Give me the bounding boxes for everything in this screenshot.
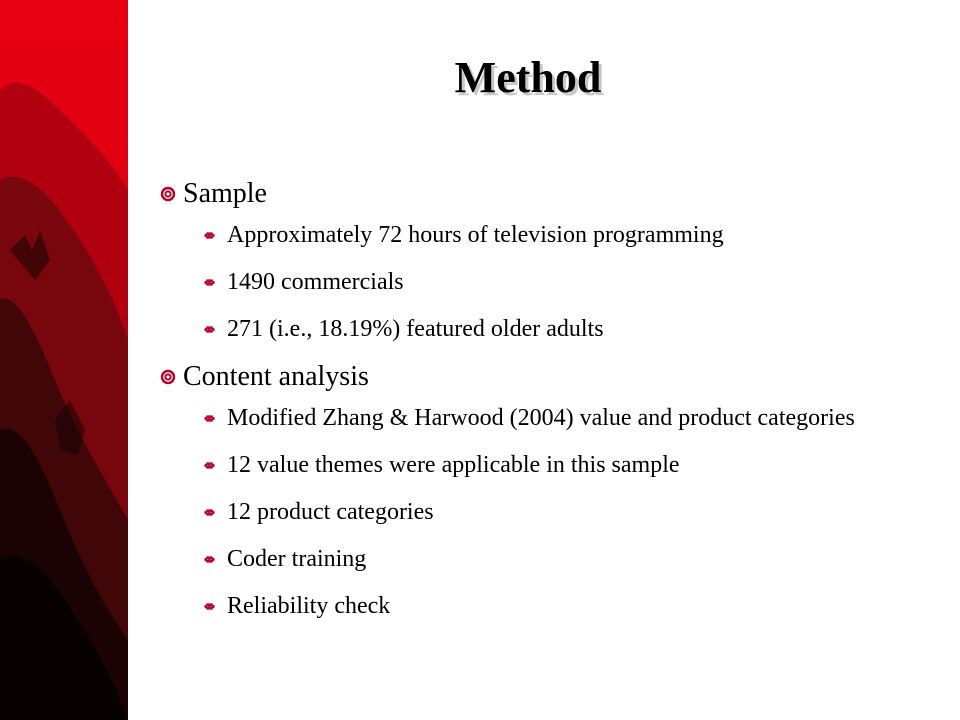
list-item — [183, 267, 930, 298]
command-key-icon — [203, 229, 216, 242]
command-key-icon — [203, 459, 216, 472]
slide-title: Method — [454, 53, 602, 102]
sub-bullet-list — [183, 403, 930, 622]
mountain-painting-image — [0, 0, 128, 720]
command-key-icon — [203, 276, 216, 289]
list-item-text: Approximately 72 hours of television programming — [227, 222, 724, 248]
section-heading: Content analysis — [183, 361, 369, 392]
list-item-text: 1490 commercials — [227, 269, 404, 295]
command-key-icon — [203, 506, 216, 519]
list-item — [183, 220, 930, 251]
flower-bullet-icon — [160, 369, 176, 385]
decorative-sidebar — [0, 0, 128, 720]
command-key-icon — [203, 412, 216, 425]
list-item — [183, 544, 930, 575]
list-item-text: 12 product categories — [227, 499, 434, 525]
list-item — [183, 450, 930, 481]
bullet-section-content-analysis — [160, 355, 930, 622]
command-key-icon — [203, 323, 216, 336]
section-heading: Sample — [183, 178, 267, 209]
slide-content — [160, 172, 930, 622]
list-item-text: Modified Zhang & Harwood (2004) value and product categories — [227, 405, 855, 431]
list-item — [183, 314, 930, 345]
sub-bullet-list — [183, 220, 930, 345]
command-key-icon — [203, 553, 216, 566]
list-item — [183, 497, 930, 528]
bullet-list — [160, 172, 930, 622]
list-item-text: 12 value themes were applicable in this sample — [227, 452, 680, 478]
bullet-section-sample — [160, 172, 930, 345]
list-item-text: Coder training — [227, 546, 367, 572]
command-key-icon — [203, 600, 216, 613]
list-item — [183, 403, 930, 434]
flower-bullet-icon — [160, 186, 176, 202]
list-item-text: 271 (i.e., 18.19%) featured older adults — [227, 316, 604, 342]
list-item-text: Reliability check — [227, 593, 391, 619]
list-item — [183, 591, 930, 622]
